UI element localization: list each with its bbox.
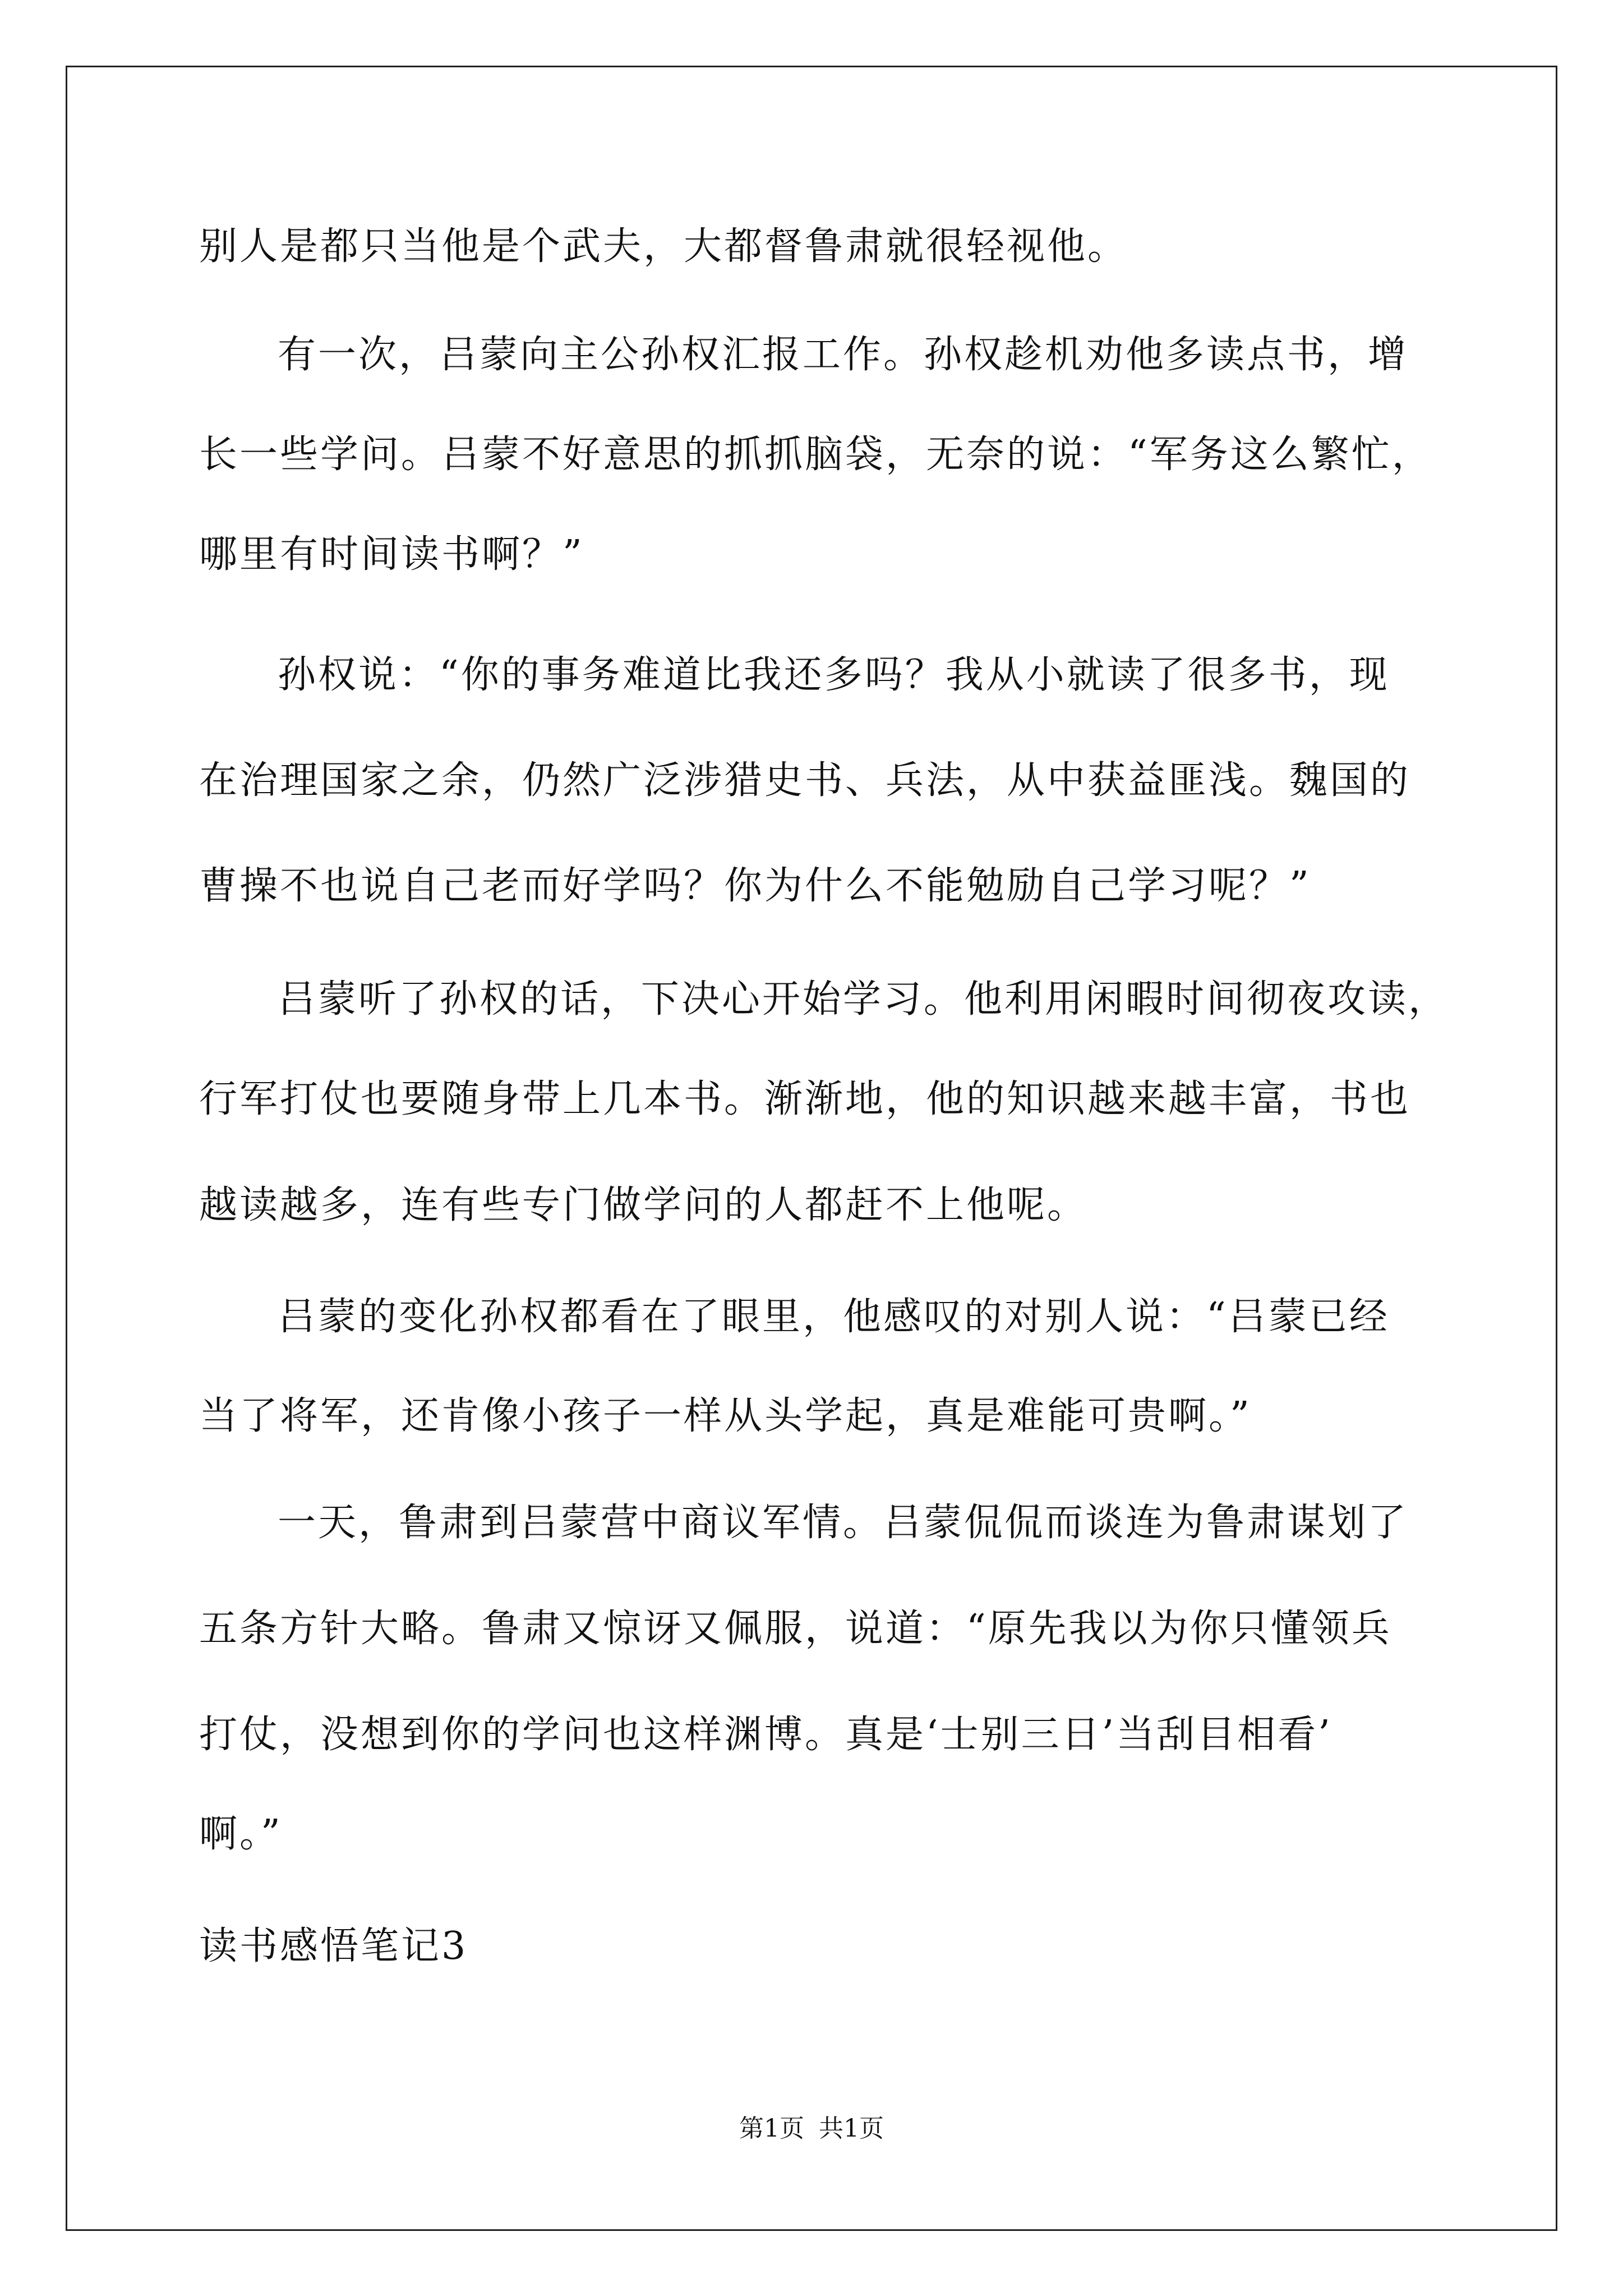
body-text-line: 打仗，没想到你的学问也这样渊博。真是‘士别三日’当刮目相看’ [199,1713,1332,1757]
body-text-line: 五条方针大略。鲁肃又惊讶又佩服，说道：“原先我以为你只懂领兵 [199,1607,1392,1651]
page-border [66,66,1557,2231]
body-text-line: 曹操不也说自己老而好学吗？你为什么不能勉励自己学习呢？” [199,864,1311,908]
body-text-line: 有一次，吕蒙向主公孙权汇报工作。孙权趁机劝他多读点书，增 [278,333,1409,377]
body-text-line: 行军打仗也要随身带上几本书。渐渐地，他的知识越来越丰富，书也 [199,1077,1411,1121]
body-text-line: 哪里有时间读书啊？” [199,532,584,577]
body-text-line: 在治理国家之余，仍然广泛涉猎史书、兵法，从中获益匪浅。魏国的 [199,758,1411,803]
body-text-line: 别人是都只当他是个武夫，大都督鲁肃就很轻视他。 [199,224,1128,269]
page-footer: 第1页 共1页 [739,2114,884,2143]
body-text-line: 一天，鲁肃到吕蒙营中商议军情。吕蒙侃侃而谈连为鲁肃谋划了 [278,1501,1409,1545]
body-text-line: 越读越多，连有些专门做学问的人都赶不上他呢。 [199,1183,1088,1227]
body-text-line: 孙权说：“你的事务难道比我还多吗？我从小就读了很多书，现 [278,653,1390,697]
body-text-line: 当了将军，还肯像小孩子一样从头学起，真是难能可贵啊。” [199,1394,1252,1438]
body-text-line: 啊。” [199,1812,283,1856]
body-text-line: 吕蒙的变化孙权都看在了眼里，他感叹的对别人说：“吕蒙已经 [278,1295,1390,1339]
body-text-line: 吕蒙听了孙权的话，下决心开始学习。他利用闲暇时间彻夜攻读， [278,977,1449,1022]
section-heading: 读书感悟笔记3 [199,1924,468,1968]
body-text-line: 长一些学问。吕蒙不好意思的抓抓脑袋，无奈的说：“军务这么繁忙， [199,432,1432,477]
